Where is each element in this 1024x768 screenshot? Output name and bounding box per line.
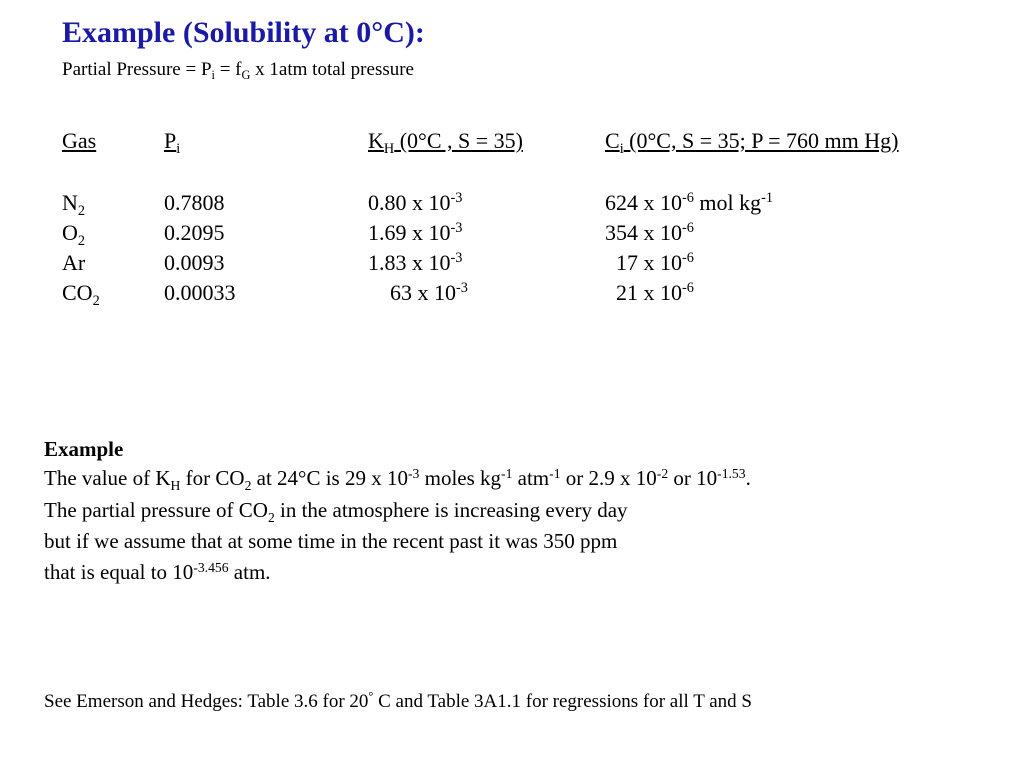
ex1-co2-sub: 2 xyxy=(244,477,252,493)
kh-mantissa: 1.69 x 10 xyxy=(368,220,451,245)
ex1-d: moles kg xyxy=(419,466,502,490)
row-ar-gas xyxy=(62,250,85,276)
footnote-degree: ° xyxy=(368,689,374,704)
header-concentration xyxy=(605,128,899,157)
row-o2-kh xyxy=(368,220,462,246)
row-o2-pressure: 0.2095 xyxy=(164,220,225,245)
ex1-h: . xyxy=(745,466,751,490)
ci-exponent: -6 xyxy=(682,220,694,237)
ex2-co2-sub: 2 xyxy=(267,509,275,525)
ex1-exp1: -3 xyxy=(407,465,420,481)
header-kh-cond: (0°C , S = 35) xyxy=(394,128,523,153)
row-ar-ci xyxy=(605,250,694,276)
ex1-c: at 24°C is 29 x 10 xyxy=(251,466,408,490)
kh-exponent: -3 xyxy=(450,220,463,237)
footnote-b: C and Table 3A1.1 for regressions for all T and S xyxy=(373,691,752,712)
kh-mantissa: 63 x 10 xyxy=(368,280,456,305)
ci-mantissa: 624 x 10 xyxy=(605,190,682,215)
ci-unit-exponent: -1 xyxy=(761,190,774,207)
formula-text-a: Partial Pressure = P xyxy=(62,59,212,80)
header-henry-constant xyxy=(368,128,523,157)
row-n2-kh xyxy=(368,190,462,216)
formula-text-b: = f xyxy=(214,59,242,80)
example-line-2 xyxy=(44,498,628,523)
ci-mantissa: 21 x 10 xyxy=(605,280,682,305)
row-co2-pressure: 0.00033 xyxy=(164,280,236,305)
ex1-e: atm xyxy=(512,466,550,490)
ci-exponent: -6 xyxy=(682,190,694,207)
ex1-exp5: -1.53 xyxy=(717,465,746,481)
ex1-h-sub: H xyxy=(170,477,181,493)
gas-subscript: 2 xyxy=(92,293,100,309)
kh-mantissa: 1.83 x 10 xyxy=(368,250,451,275)
gas-subscript: 2 xyxy=(77,233,86,249)
row-n2-pressure: 0.7808 xyxy=(164,190,225,215)
row-o2-gas xyxy=(62,220,86,249)
kh-exponent: -3 xyxy=(450,190,463,207)
header-ci-text: C xyxy=(605,128,620,153)
row-ar-kh xyxy=(368,250,462,276)
example-heading: Example xyxy=(44,437,124,461)
header-kh-text: K xyxy=(368,128,384,153)
row-co2-ci xyxy=(605,280,694,306)
ci-exponent: -6 xyxy=(682,280,694,297)
ex1-exp2: -1 xyxy=(501,465,513,481)
formula-sub-g: G xyxy=(241,68,251,83)
kh-mantissa: 0.80 x 10 xyxy=(368,190,451,215)
row-co2-gas xyxy=(62,280,100,309)
ex1-a: The value of K xyxy=(44,466,171,490)
kh-exponent: -3 xyxy=(456,280,468,297)
ex1-b: for CO xyxy=(180,466,245,490)
partial-pressure-formula xyxy=(62,59,414,81)
ci-exponent: -6 xyxy=(682,250,694,267)
footnote-a: See Emerson and Hedges: Table 3.6 for 20 xyxy=(44,691,369,712)
header-gas: Gas xyxy=(62,128,97,153)
ex4-exp: -3.456 xyxy=(193,559,229,575)
ex1-f: or 2.9 x 10 xyxy=(560,466,657,490)
slide-title: Example (Solubility at 0°C): xyxy=(62,16,425,49)
formula-sub-i: i xyxy=(211,68,215,83)
header-partial-pressure xyxy=(164,128,181,157)
ex4-b: atm. xyxy=(228,560,271,584)
formula-text-c: x 1atm total pressure xyxy=(250,59,414,80)
header-ci-sub: i xyxy=(619,141,624,157)
header-ci-cond: (0°C, S = 35; P = 760 mm Hg) xyxy=(623,128,899,153)
ci-unit: mol kg xyxy=(693,190,762,215)
header-kh-sub: H xyxy=(383,141,395,157)
gas-symbol: O xyxy=(62,220,78,245)
gas-symbol: Ar xyxy=(62,250,86,275)
row-n2-gas xyxy=(62,190,86,219)
example-line-1 xyxy=(44,466,751,491)
ci-mantissa: 17 x 10 xyxy=(605,250,682,275)
row-ar-pressure: 0.0093 xyxy=(164,250,225,275)
row-n2-ci xyxy=(605,190,773,216)
reference-footnote xyxy=(44,691,752,713)
example-line-4 xyxy=(44,560,271,585)
ex1-exp4: -2 xyxy=(656,465,669,481)
ex2-a: The partial pressure of CO xyxy=(44,498,268,522)
ex1-g: or 10 xyxy=(668,466,718,490)
ex1-exp3: -1 xyxy=(549,465,561,481)
gas-symbol: CO xyxy=(62,280,93,305)
gas-subscript: 2 xyxy=(77,203,86,219)
row-o2-ci xyxy=(605,220,694,246)
example-line-3: but if we assume that at some time in the recent past it was 350 ppm xyxy=(44,529,618,553)
header-p-sub: i xyxy=(176,141,181,157)
gas-symbol: N xyxy=(62,190,78,215)
kh-exponent: -3 xyxy=(450,250,463,267)
ex2-b: in the atmosphere is increasing every day xyxy=(274,498,628,522)
header-p-text: P xyxy=(164,128,177,153)
row-co2-kh xyxy=(368,280,468,306)
ex4-a: that is equal to 10 xyxy=(44,560,194,584)
ci-mantissa: 354 x 10 xyxy=(605,220,682,245)
